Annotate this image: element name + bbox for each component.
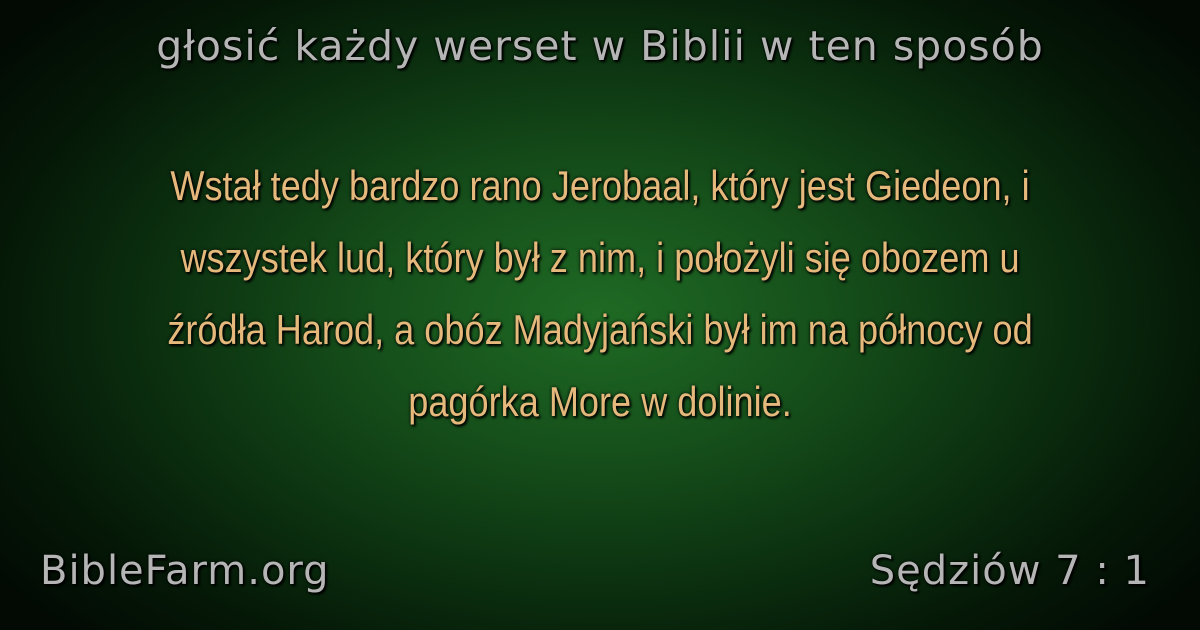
tagline: głosić każdy werset w Biblii w ten sposób <box>156 22 1044 70</box>
verse-text: Wstał tedy bardzo rano Jerobaal, który jest Giedeon, i wszystek lud, który był z nim, i położyli się obozem u źródła Harod, a obóz Madyjański był im na północy od pagórka More w dolinie. <box>167 162 1033 425</box>
verse-reference: Sędziów 7 : 1 <box>869 548 1150 594</box>
site-name: BibleFarm.org <box>40 548 330 594</box>
